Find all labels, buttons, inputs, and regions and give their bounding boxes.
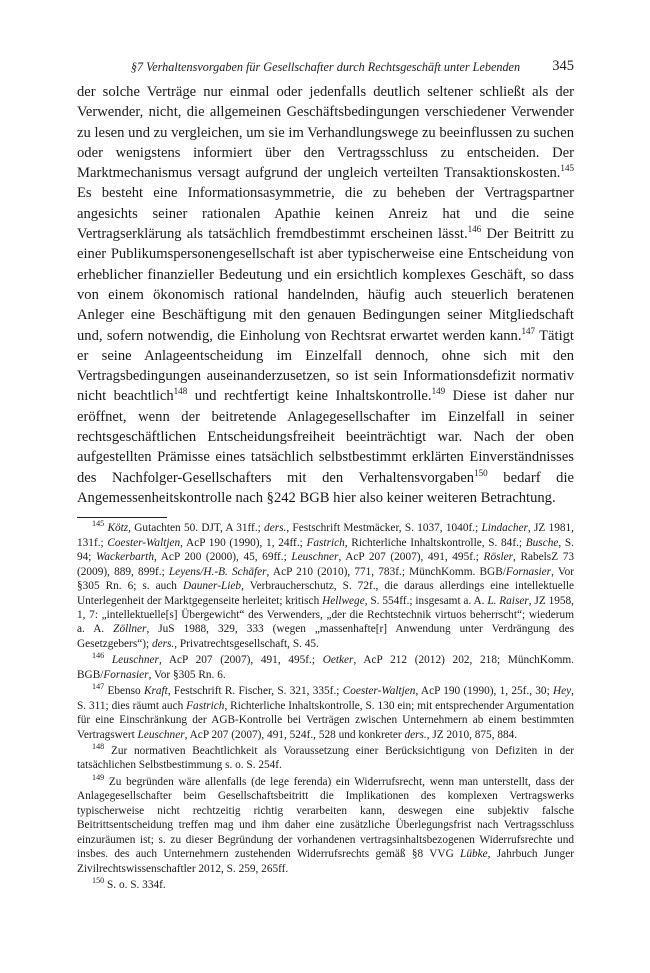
author: Leuschner [111,654,159,667]
citation: , AcP 207 (2007), 491, 524f., 528 und konkreter [184,728,405,741]
running-title: §7 Verhaltensvorgaben für Gesellschafter durch Rechtsgeschäft unter Lebenden [130,60,521,74]
citation: S. o. S. 334f. [107,879,166,892]
text-run: Der Beitritt zu einer Publikumspersonengesellschaft ist aber typischerweise eine Entscheidung von erheblicher finanzieller Bedeutung und ein ersichtlich komplexes Geschäft, so dass von einem ökonomisch rational handelnden, häufig auch steuerlich beratenen Anleger eine Beschäftigung mit den genauen Bedingungen seiner Mitgliedschaft und, sofern notwendig, die Einholung von Rechtsrat erwartet werden kann. [77,226,574,344]
footnote-148 [77,744,574,773]
author: Lübke [460,848,488,861]
main-text [77,82,574,508]
footnote-divider [77,517,167,518]
author: Leuschner [291,551,339,564]
citation: , RabelsZ 73 (2009), 889, 899f.; [77,551,574,578]
footnote-number: 150 [92,876,105,886]
footnote-ref-146[interactable]: 146 [467,224,482,235]
citation: , Jahrbuch Junger Zivilrechtswissenschaftler 2012, S. 259, 265ff. [77,848,574,875]
citation: , Richterliche Inhaltskontrolle, S. 130 ein; mit entsprechender Argumentation für eine Einschränkung der AGB-Kontrolle bei Verträgen zwischen Unternehmern ab einem bestimmten Vertragswert [77,699,574,741]
citation: , Vor §305 Rn. 6; s. auch [77,565,574,593]
footnote-ref-148[interactable]: 148 [173,386,188,397]
citation: Zu begründen wäre allenfalls (de lege ferenda) ein Widerrufsrecht, wenn man unterstellt, dass der Anlagegesellschafter beim Gesellschaftsbeitritt die Implikationen des komplexen Vertragswerks typischerweise nicht rechtzeitig richtig verarbeiten kann, deswegen eine subjektiv falsche Beitrittsentscheidung treffen mag und ihm daher eine zusätzliche Überlegungsfrist nach Vertragsschluss einzuräumen ist; s. zu dieser Begründung der vorhandenen vertragsinhaltsbezogenen Widerrufsrechte und insbes. des auch Unternehmern zustehenden Widerrufsrechts gemäß §8 VVG [77,775,574,861]
author: Lindacher [481,522,528,535]
author: ders. [404,728,427,741]
citation: , AcP 190 (1990), 1, 24ff.; [180,536,307,549]
citation: , Vor §305 Rn. 6. [148,668,226,681]
text-run: und rechtfertigt keine Inhaltskontrolle. [187,388,432,405]
citation: , Festschrift Mestmäcker, S. 1037, 1040f.; [286,522,482,535]
author: Zöllner [113,623,147,636]
footnote-ref-150[interactable]: 150 [474,467,488,478]
author: Busche [525,536,559,549]
footnote-147 [77,684,574,742]
text-run: Es besteht eine Informationsasymmetrie, die zu beheben der Vertragspartner angesichts seiner rationalen Apathie keinen Anreiz hat und die seine Vertragserklärung als tatsächlich fremdbestimmt erscheinen lässt. [77,185,574,243]
author: Hey [552,685,572,698]
citation: , S. 94; [77,536,574,564]
author: Oetker [322,654,354,667]
page-number: 345 [552,58,574,74]
footnote-number: 148 [92,742,105,752]
author: Leyens/H.-B. Schäfer [168,565,267,578]
footnote-150 [77,878,574,892]
author: Hellwege [322,594,365,607]
author: Fornasier [103,668,149,681]
body-paragraph [77,82,574,508]
author: ders. [151,637,175,650]
citation: Zur normativen Beachtlichkeit als Voraussetzung einer Berücksichtigung von Defiziten in der tatsächlichen Selbstbestimmung s. o. S. 254f. [77,745,574,772]
footnote-146 [77,653,574,682]
citation: , S. 311; dies räumt auch [77,685,574,712]
text-run: bedarf die Angemessenheitskontrolle nach §242 BGB hier also keiner weiteren Betrachtung. [77,469,574,506]
author: Leuschner [137,728,185,741]
author: Kraft [143,685,168,698]
text-run: Diese ist daher nur eröffnet, wenn der beitretende Anlagegesellschafter im Einzelfall in seiner rechtsgeschäftlichen Entscheidungsfreiheit beeinträchtigt war. Nach der oben aufgestellten Prämisse eines tatsächlich selbstbestimmt erklärten Einverständnisses des Nachfolger-Gesellschafters mit den Verhaltensvorgaben [77,388,574,486]
citation: , AcP 207 (2007), 491, 495f.; [158,654,323,667]
citation: , AcP 190 (1990), 1, 25f., 30; [415,685,553,698]
footnote-145 [77,521,574,651]
citation: , JZ 1958, 1, 7: „intellektuelle[s] Übergewicht“ des Verwenders, „der die Rechtstechnik virtuos beherrscht“; wiederum a. A. [77,594,574,636]
author: Fastrich [186,699,225,712]
footnotes [77,521,574,892]
citation: , Privatrechtsgesellschaft, S. 45. [174,637,319,650]
citation: , JZ 2010, 875, 884. [426,728,518,741]
author: Coester-Waltjen [342,685,416,698]
author: Coester-Waltjen [107,536,181,549]
citation: , JZ 1981, 131f.; [77,522,574,549]
citation: , AcP 212 (2012) 202, 218; MünchKomm. BGB/ [77,654,575,681]
author: L. Raiser [487,594,529,607]
author: Fornasier [505,565,552,578]
footnote-number: 146 [92,651,105,661]
footnote-149 [77,775,574,876]
footnote-ref-147[interactable]: 147 [521,325,536,336]
citation: Ebenso [107,685,144,698]
citation: , Festschrift R. Fischer, S. 321, 335f.; [167,685,343,698]
author: Dauner-Lieb [182,580,242,593]
citation: , AcP 207 (2007), 491, 495f.; [338,551,484,564]
footnote-number: 147 [92,682,105,692]
citation: , AcP 200 (2000), 45, 69ff.; [153,551,292,564]
author: ders. [264,522,287,535]
author: Rösler [483,551,514,564]
author: Fastrich [306,536,345,549]
citation: , Richterliche Inhaltskontrolle, S. 84f.; [344,536,526,549]
text-run: Tätigt er seine Anlageentscheidung im Einzelfall dennoch, ohne sich mit den Vertragsbedingungen auseinanderzusetzen, so ist sein Informationsdefizit normativ nicht beachtlich [77,327,574,405]
running-head [77,60,574,82]
citation: , AcP 210 (2010), 771, 783f.; MünchKomm. BGB/ [266,565,506,578]
author: Wackerbarth [96,551,154,564]
citation: , S. 554ff.; insgesamt a. A. [364,594,488,607]
citation: , Verbraucherschutz, S. 72f., die daraus allerdings eine intellektuelle Unterlegenheit der Marktgegenseite herleitet; kritisch [77,580,574,607]
citation: , Gutachten 50. DJT, A 31ff.; [128,522,265,535]
author: Kötz [107,522,129,535]
citation: , JuS 1988, 329, 333 (wegen „massenhafte[r] Anwendung unter Verdrängung des Gesetzgebers“); [77,623,574,650]
footnote-number: 145 [92,519,105,529]
book-page [77,60,574,895]
text-run: der solche Verträge nur einmal oder jedenfalls deutlich seltener schließt als der Verwender, nicht, die allgemeinen Geschäftsbedingungen verschiedener Verwender zu lesen und zu vergleichen, um sie im Verhandlungswege zu beeinflussen zu suchen oder wenigstens informiert über den Vertragsschluss zu entscheiden. Der Marktmechanismus versagt aufgrund der ungleich verteilten Transaktionskosten. [77,84,574,182]
footnote-number: 149 [92,773,105,783]
footnote-ref-145[interactable]: 145 [560,163,574,174]
footnote-ref-149[interactable]: 149 [431,386,446,397]
